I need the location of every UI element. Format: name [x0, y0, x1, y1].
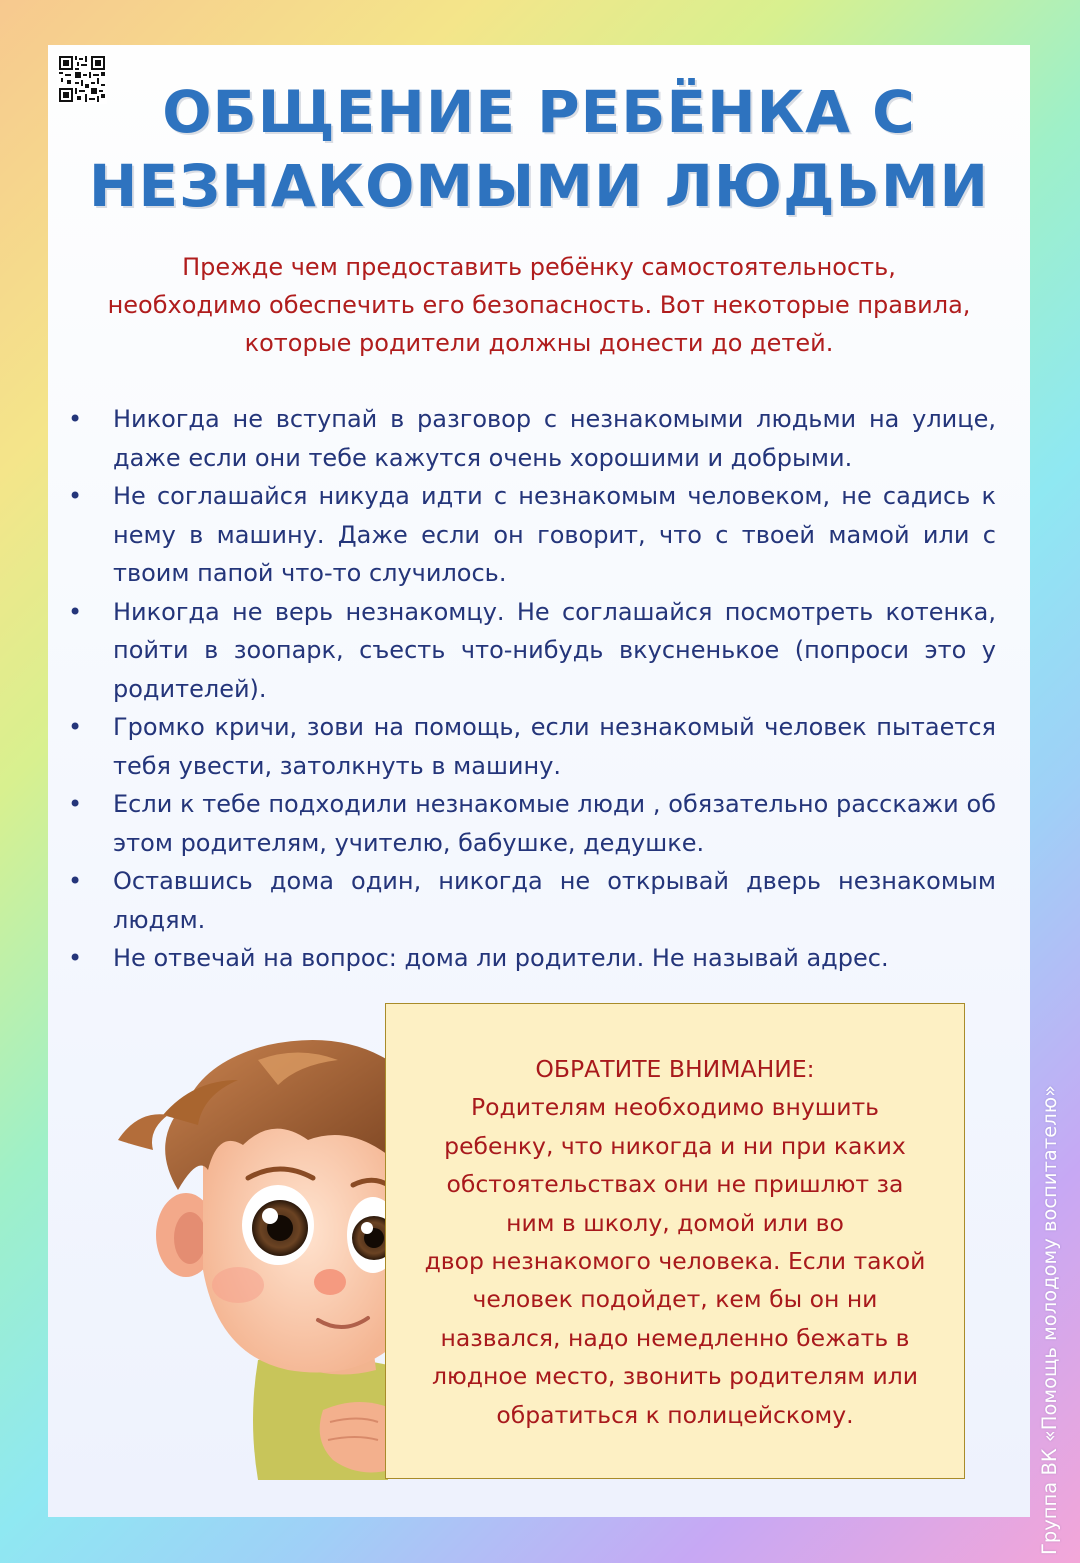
list-item: [66, 785, 996, 862]
intro-line-1: Прежде чем предоставить ребёнку самостоятельность,: [182, 253, 896, 281]
rule-text: Не соглашайся никуда идти с незнакомым человеком, не садись к нему в машину. Даже если он говорит, что с твоей мамой или с твоим папой что-то случилось.: [113, 482, 996, 587]
bullet-icon: •: [68, 944, 83, 972]
rule-text: Оставшись дома один, никогда не открывай дверь незнакомым людям.: [113, 867, 996, 934]
notice-heading: ОБРАТИТЕ ВНИМАНИЕ:: [535, 1055, 815, 1083]
rule-text: Никогда не вступай в разговор с незнакомыми людьми на улице, даже если они тебе кажутся очень хорошими и добрыми.: [113, 405, 996, 472]
intro-line-3: которые родители должны донести до детей.: [244, 329, 834, 357]
list-item: [66, 708, 996, 785]
poster: [48, 45, 1030, 1517]
notice-line: людное место, звонить родителям или: [431, 1362, 919, 1391]
list-item: [66, 400, 996, 477]
title-line-1: ОБЩЕНИЕ РЕБЁНКА С: [162, 78, 916, 146]
list-item: [66, 477, 996, 593]
notice-line: обратиться к полицейскому.: [496, 1400, 854, 1429]
intro-text: [68, 248, 1010, 362]
list-item: [66, 593, 996, 709]
list-item: [66, 862, 996, 939]
bullet-icon: •: [68, 482, 83, 510]
rules-list: [66, 400, 996, 978]
notice-line: ним в школу, домой или во: [506, 1208, 844, 1237]
rule-text: Громко кричи, зови на помощь, если незнакомый человек пытается тебя увести, затолкнуть в машину.: [113, 713, 996, 780]
rule-text: Не отвечай на вопрос: дома ли родители. Не называй адрес.: [113, 944, 889, 972]
notice-line: ребенку, что никогда и ни при каких: [444, 1131, 906, 1160]
notice-box: [385, 1003, 965, 1479]
bullet-icon: •: [68, 713, 83, 741]
bullet-icon: •: [68, 867, 83, 895]
bullet-icon: •: [68, 597, 83, 626]
page-title: [48, 75, 1030, 223]
notice-line: Родителям необходимо внушить: [470, 1093, 880, 1122]
side-caption: Группа ВК «Помощь молодому воспитателю»: [1038, 1084, 1061, 1555]
rule-text: Если к тебе подходили незнакомые люди , обязательно расскажи об этом родителям, учителю, бабушке, дедушке.: [113, 790, 996, 857]
title-line-2: НЕЗНАКОМЫМИ ЛЮДЬМИ: [88, 152, 990, 220]
notice-line: двор незнакомого человека. Если такой: [424, 1247, 926, 1276]
cartoon-child-illustration: [108, 1020, 398, 1480]
notice-line: назвался, надо немедленно бежать в: [440, 1323, 910, 1352]
intro-line-2: необходимо обеспечить его безопасность. Вот некоторые правила,: [107, 291, 971, 319]
bullet-icon: •: [68, 405, 83, 433]
bullet-icon: •: [68, 790, 83, 818]
rule-text: Никогда не верь незнакомцу. Не соглашайся посмотреть котенка, пойти в зоопарк, съесть что-нибудь вкусненькое (попроси это у родителей).: [113, 597, 996, 703]
notice-line: обстоятельствах они не пришлют за: [446, 1170, 904, 1199]
notice-line: человек подойдет, кем бы он ни: [472, 1285, 878, 1314]
list-item: [66, 939, 996, 978]
